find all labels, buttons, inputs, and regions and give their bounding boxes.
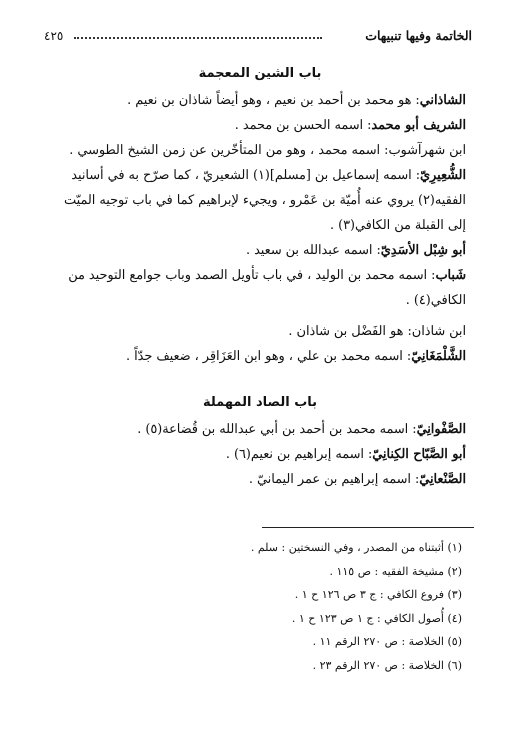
footnote-4: (٤) أُصول الكافي : ج ١ ص ١٢٣ ح ١ . [291, 611, 462, 625]
footnotes [60, 536, 462, 677]
entry-text: : هو الفَضْل بن شاذان . [288, 324, 412, 339]
entry-shalmaghani [46, 344, 474, 369]
section-spacer [46, 369, 474, 393]
header-dotted-leader [74, 37, 322, 39]
running-title: الخاتمة وفيها تنبيهات [361, 28, 472, 44]
entry-headword: الشاذاني [419, 93, 466, 108]
section-heading-sad: باب الصاد المهملة [202, 395, 318, 410]
footnote-1: (١) أثبتناه من المصدر ، وفي النسختين : سلم . [250, 541, 462, 554]
entry-text: : اسمه إبراهيم بن عمر اليمانيّ . [248, 472, 420, 487]
entry-text: : اسمه إبراهيم بن نعيم(٦) . [225, 447, 373, 462]
entry-abu-shibl [46, 238, 474, 263]
footnote-6: (٦) الخلاصة : ص ٢٧٠ الرقم ٢٣ . [312, 658, 462, 672]
footnote-separator [262, 527, 474, 528]
entry-shuairi [46, 163, 474, 238]
entry-safwani [46, 417, 474, 442]
entry-shabab [46, 263, 474, 313]
entry-ibn-shadhan [46, 319, 474, 344]
entry-headword: الصَّفْوانِيّ [416, 422, 466, 437]
entry-text: : اسمه محمد بن علي ، وهو ابن العَزَاقِر ، ضعيف جدّاً . [125, 349, 412, 364]
footnote-2: (٢) مشيخة الفقيه : ص ١١٥ . [329, 564, 462, 578]
entry-text: : اسمه محمد ، وهو من المتأخّرين عن زمن الشيخ الطوسي . [69, 143, 389, 158]
entry-headword: الشُّعِيرِيّ [420, 168, 466, 183]
entry-sharif-abu-muhammad [46, 113, 474, 138]
entry-abu-sabbah [46, 442, 474, 467]
page-body [46, 64, 474, 492]
entry-headword: أبو الصَّبّاح الكِنانِيّ [372, 447, 466, 462]
entry-shadhani [46, 88, 474, 113]
entry-headword: شَباب [435, 268, 466, 283]
section-heading-sheen: باب الشين المعجمة [198, 66, 322, 81]
entry-headword: ابن شهرآشوب [388, 143, 466, 158]
running-header [44, 28, 472, 44]
footnote-5: (٥) الخلاصة : ص ٢٧٠ الرقم ١١ . [312, 635, 462, 648]
entry-text: : اسمه محمد بن أحمد بن أبي عبدالله بن قُضاعة(٥) . [137, 422, 417, 437]
entry-text: : اسمه محمد بن الوليد ، في باب تأويل الصمد وباب جوامع التوحيد من الكافي(٤) . [68, 268, 466, 308]
entry-text: : هو محمد بن أحمد بن نعيم ، وهو أيضاً شاذان بن نعيم . [127, 93, 420, 108]
entry-ibn-shahrashub [46, 138, 474, 163]
entry-sanani [46, 467, 474, 492]
entry-headword: الشريف أبو محمد [371, 118, 466, 133]
entry-headword: الشَّلْمَغَانِيّ [411, 349, 466, 364]
page-number: ٤٢٥ [44, 28, 67, 44]
entry-text: : اسمه إسماعيل بن [مسلم](١) الشعيريّ ، كما صرّح به في أسانيد الفقيه(٢) يروي عنه أُميّة بن عَمْرو ، ويجيء لإبراهيم كما في باب توجيه الميّت إلى القبلة من الكافي(٣) . [64, 168, 466, 233]
entry-headword: أبو شِبْل الأسَدِيّ [380, 243, 466, 258]
entry-headword: الصَّنْعانِيّ [419, 472, 466, 487]
entry-text: : اسمه عبدالله بن سعيد . [245, 243, 381, 258]
entry-text: : اسمه الحسن بن محمد . [234, 118, 372, 133]
entry-headword: ابن شاذان [411, 324, 466, 339]
footnote-3: (٣) فروع الكافي : ج ٣ ص ١٢٦ ح ١ . [294, 588, 462, 601]
